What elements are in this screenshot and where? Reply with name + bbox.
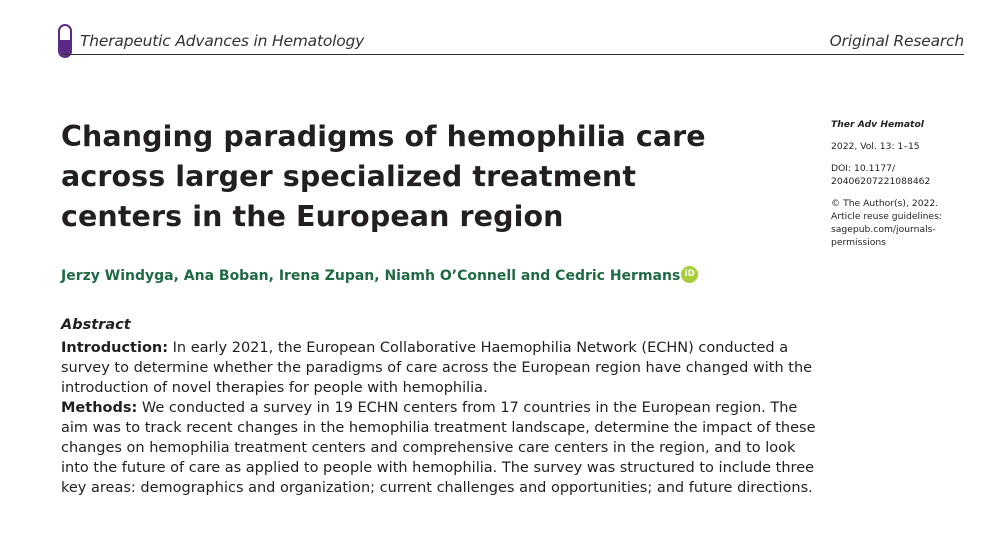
abstract-heading: Abstract xyxy=(61,317,131,333)
journal-abbreviation: Ther Adv Hematol xyxy=(831,119,924,130)
introduction-label: Introduction: xyxy=(61,340,169,356)
header-divider xyxy=(62,54,964,55)
volume-info: 2022, Vol. 13: 1–15 xyxy=(831,141,920,152)
article-meta xyxy=(831,118,981,258)
reuse-url[interactable]: sagepub.com/journals-permissions xyxy=(831,224,936,248)
abstract-methods xyxy=(61,398,821,498)
abstract-introduction xyxy=(61,338,821,398)
journal-name[interactable]: Therapeutic Advances in Hematology xyxy=(80,32,365,50)
introduction-text: In early 2021, the European Collaborative Haemophilia Network (ECHN) conducted a survey to determine whether the paradigms of care across the European region have changed with the introduction of novel therapies for people with hemophilia. xyxy=(61,340,813,396)
author-list xyxy=(61,266,698,284)
doi-label: DOI: 10.1177/ xyxy=(831,163,896,174)
author-names[interactable]: Jerzy Windyga, Ana Boban, Irena Zupan, Niamh O’Connell and Cedric Hermans xyxy=(61,268,681,284)
abstract-body xyxy=(61,338,821,498)
article-title: Changing paradigms of hemophilia care across larger specialized treatment centers in the European region xyxy=(61,120,706,233)
doi-block[interactable] xyxy=(831,162,981,188)
orcid-icon[interactable]: iD xyxy=(681,266,698,283)
reuse-label: Article reuse guidelines: xyxy=(831,211,942,222)
doi-number[interactable]: 20406207221088462 xyxy=(831,176,931,187)
article-type: Original Research xyxy=(829,32,964,50)
methods-text: We conducted a survey in 19 ECHN centers from 17 countries in the European region. The aim was to track recent changes in the hemophilia treatment landscape, determine the impact of these changes on hemophilia treatment centers and comprehensive care centers in the region, and to look into the future of care as applied to people with hemophilia. The survey was structured to include three key areas: demographics and organization; current challenges and opportunities; and future directions. xyxy=(61,400,816,496)
methods-label: Methods: xyxy=(61,400,138,416)
copyright-block xyxy=(831,197,981,249)
journal-pill-icon xyxy=(58,24,72,58)
copyright: © The Author(s), 2022. xyxy=(831,198,939,209)
